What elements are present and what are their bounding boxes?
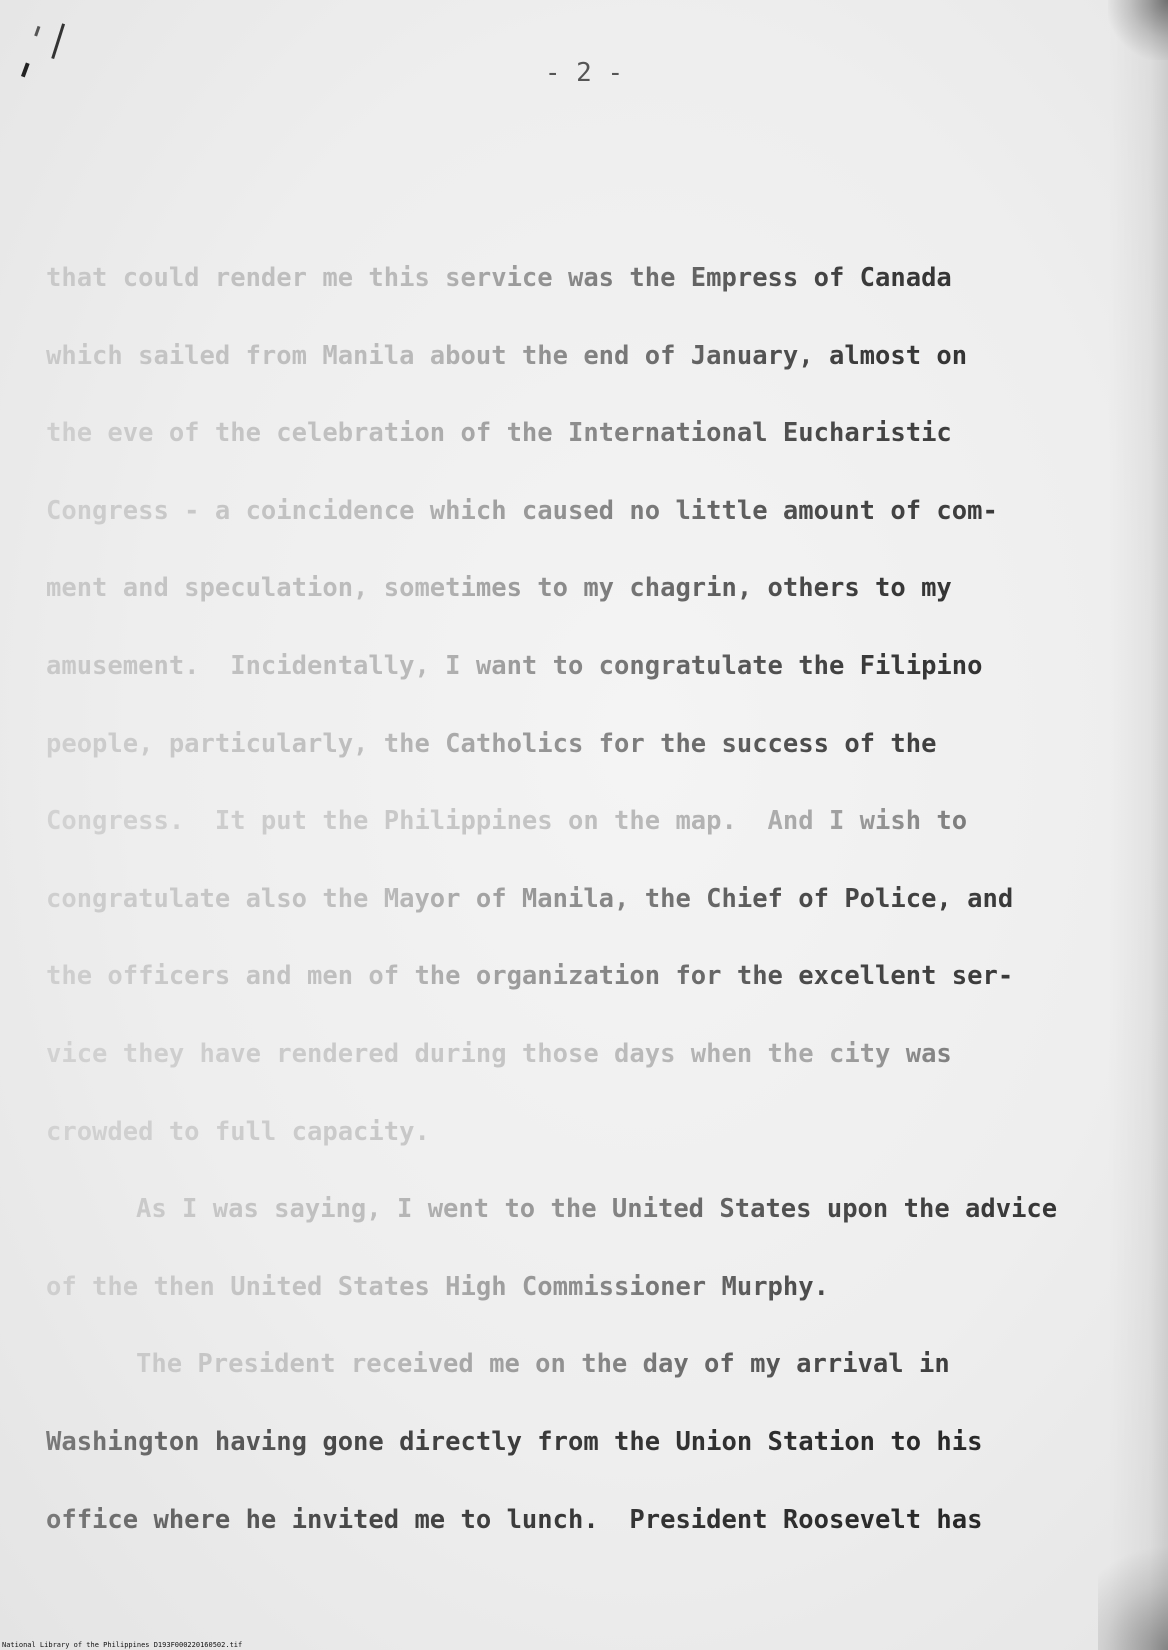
- top-right-corner-shadow: [1108, 0, 1168, 60]
- text-line: Congress - a coincidence which caused no little amount of com-: [46, 491, 1136, 569]
- text-line: Congress. It put the Philippines on the map. And I wish to: [46, 801, 1136, 879]
- text-line: people, particularly, the Catholics for the success of the: [46, 724, 1136, 802]
- text-line: congratulate also the Mayor of Manila, the Chief of Police, and: [46, 879, 1136, 957]
- text-line: amusement. Incidentally, I want to congratulate the Filipino: [46, 646, 1136, 724]
- text-line: vice they have rendered during those days when the city was: [46, 1034, 1136, 1112]
- text-line: the officers and men of the organization for the excellent ser-: [46, 956, 1136, 1034]
- text-line: Washington having gone directly from the Union Station to his: [46, 1422, 1136, 1500]
- text-line: crowded to full capacity.: [46, 1112, 1136, 1190]
- page-number: - 2 -: [544, 58, 624, 88]
- archive-footer-label: National Library of the Philippines D193F000220160502.tif: [2, 1641, 243, 1649]
- text-line: of the then United States High Commissioner Murphy.: [46, 1267, 1136, 1345]
- text-line: ment and speculation, sometimes to my chagrin, others to my: [46, 568, 1136, 646]
- text-line: The President received me on the day of my arrival in: [46, 1344, 1136, 1422]
- text-line: that could render me this service was the Empress of Canada: [46, 258, 1136, 336]
- body-text: [46, 258, 1136, 1577]
- text-line: which sailed from Manila about the end of January, almost on: [46, 336, 1136, 414]
- text-line: office where he invited me to lunch. President Roosevelt has: [46, 1500, 1136, 1578]
- text-line: the eve of the celebration of the International Eucharistic: [46, 413, 1136, 491]
- text-line: As I was saying, I went to the United States upon the advice: [46, 1189, 1136, 1267]
